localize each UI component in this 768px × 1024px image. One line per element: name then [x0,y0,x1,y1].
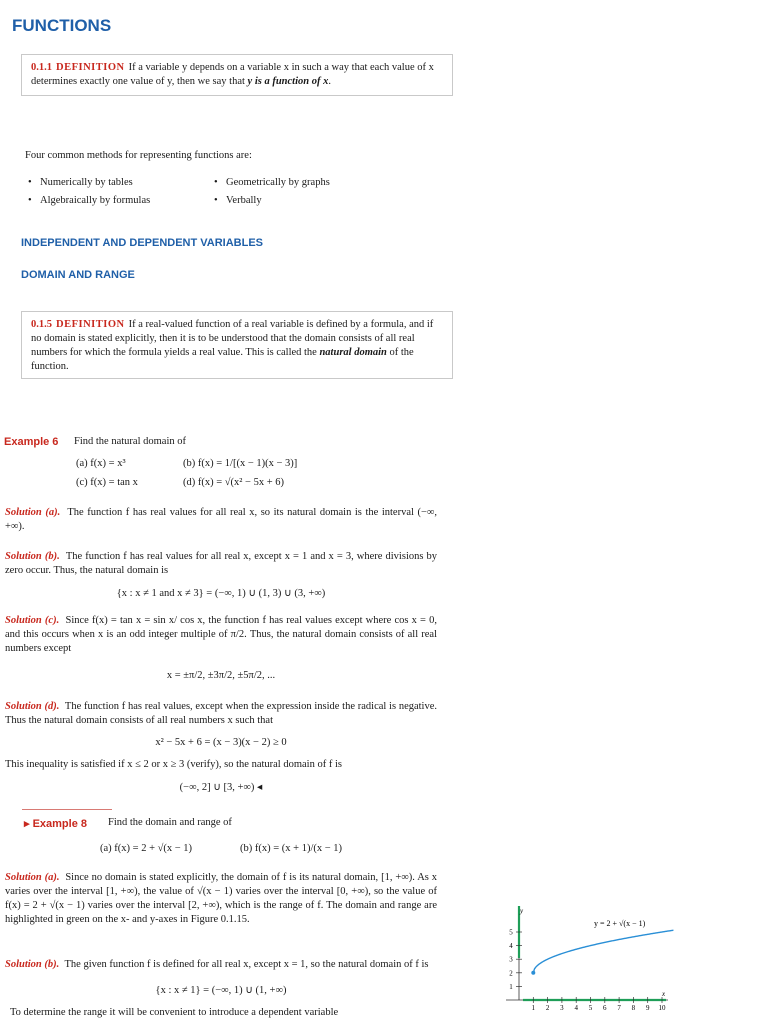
example-6-prompt: Find the natural domain of [74,436,186,447]
solution-text: The given function f is defined for all real x, except x = 1, so the natural domain of f is [64,959,429,970]
solution-6c-equation: x = ±π/2, ±3π/2, ±5π/2, ... [166,670,276,681]
definition-end: . [328,76,331,87]
solution-label: Solution (d). [5,701,60,712]
definition-box-015 [21,311,453,379]
definition-box-011 [21,54,453,96]
example-6-part-a: (a) f(x) = x³ [76,458,126,469]
solution-6a [5,506,437,534]
solution-6c [5,614,437,656]
x-axis-label: x [662,990,666,998]
y-tick-label: 4 [509,942,513,951]
example-8-label-text: Example 8 [32,818,87,830]
example-divider [22,809,112,810]
solution-6b-equation: {x : x ≠ 1 and x ≠ 3} = (−∞, 1) ∪ (1, 3) ∪ (3, +∞) [116,588,326,599]
y-tick-label: 1 [509,982,513,991]
x-tick-label: 2 [545,1004,550,1012]
solution-text: Since no domain is stated explicitly, the domain of f is its natural domain, [1, +∞). As x varies over the interval [1, +∞), the value of √(x − 1) varies over the interval [0, +∞), so the value of f(x) = 2 + √(x − 1) varies over the interval [2, +∞), which is the range of f. The domain and range are highlighted in green on the x- and y-axes in Figure 0.1.15. [5,872,438,925]
solution-6d-equation: x² − 5x + 6 = (x − 3)(x − 2) ≥ 0 [155,737,287,748]
definition-label: DEFINITION [56,319,125,330]
y-tick-label: 3 [509,955,513,964]
solution-6d-result: (−∞, 2] ∪ [3, +∞) ◂ [179,782,263,793]
solution-6d [5,700,437,728]
x-tick-label: 7 [617,1004,621,1012]
solution-6b [5,550,437,578]
curve-start-point [531,971,535,975]
solution-text: The function f has real values, except when the expression inside the radical is negative. Thus the natural domain consists of all real numbers x such that [5,701,438,726]
solution-label: Solution (b). [5,551,60,562]
x-tick-label: 3 [560,1004,564,1012]
solution-8b-equation: {x : x ≠ 1} = (−∞, 1) ∪ (1, +∞) [155,985,287,996]
solution-text: The function f has real values for all real x, except x = 1 and x = 3, where divisions by zero occur. Thus, the natural domain is [5,551,438,576]
section-title: FUNCTIONS [12,16,112,35]
definition-number: 0.1.5 [31,319,52,330]
y-tick-label: 5 [509,928,513,937]
example-6-part-d: (d) f(x) = √(x² − 5x + 6) [183,477,285,488]
example-8-part-b: (b) f(x) = (x + 1)/(x − 1) [240,843,343,854]
function-curve [533,930,673,973]
x-tick-label: 8 [631,1004,636,1012]
definition-end: of the function. [31,347,414,372]
solution-8a [5,871,437,927]
list-item: • Algebraically by formulas [26,192,206,210]
x-tick-label: 10 [658,1004,666,1012]
heading-independent-dependent: INDEPENDENT AND DEPENDENT VARIABLES [21,237,264,249]
definition-emphasis: natural domain [319,347,387,358]
solution-8b [5,958,437,972]
methods-list-right [212,174,412,210]
list-item: • Geometrically by graphs [212,174,412,192]
definition-emphasis: y is a function of x [247,76,329,87]
heading-domain-range: DOMAIN AND RANGE [21,269,135,281]
definition-number: 0.1.1 [31,62,52,73]
example-6-label: Example 6 [4,436,59,448]
solution-6d-tail: This inequality is satisfied if x ≤ 2 or x ≥ 3 (verify), so the natural domain of f is [5,759,342,770]
x-tick-label: 4 [574,1004,578,1012]
example-6-part-c: (c) f(x) = tan x [76,477,138,488]
definition-text: If a real-valued function of a real variable is defined by a formula, and if no domain is stated explicitly, then it is to be understood that the domain consists of all real numbers for which the formula yields a real value. This is called the [31,319,434,358]
x-tick-label: 6 [603,1004,607,1012]
example-8-prompt: Find the domain and range of [108,817,232,828]
example-8-label: ▸ Example 8 [24,818,87,830]
y-tick-label: 2 [509,969,513,978]
y-axis-label: y [520,907,524,915]
solution-text: Since f(x) = tan x = sin x/ cos x, the function f has real values except where cos x = 0, and this occurs when x is an odd integer multiple of π/2. Thus, the natural domain consists of all real numbers except [5,615,437,654]
methods-intro: Four common methods for representing functions are: [25,150,252,161]
solution-8b-tail: To determine the range it will be convenient to introduce a dependent variable [10,1007,339,1018]
methods-list-left [26,174,206,210]
figure-graph [490,902,676,1020]
list-item: • Numerically by tables [26,174,206,192]
example-6-part-b: (b) f(x) = 1/[(x − 1)(x − 3)] [183,458,298,469]
solution-text: The function f has real values for all real x, so its natural domain is the interval (−∞, +∞). [5,507,438,532]
definition-label: DEFINITION [56,62,125,73]
solution-label: Solution (a). [5,507,61,518]
definition-text: If a variable y depends on a variable x in such a way that each value of x determines exactly one value of y, then we say that [31,62,434,87]
x-tick-label: 5 [588,1004,593,1012]
example-8-part-a: (a) f(x) = 2 + √(x − 1) [100,843,193,854]
solution-label: Solution (a). [5,872,60,883]
curve-label: y = 2 + √(x − 1) [594,919,646,928]
solution-label: Solution (c). [5,615,60,626]
x-tick-label: 9 [645,1004,650,1012]
list-item: • Verbally [212,192,412,210]
x-tick-label: 1 [531,1004,536,1012]
solution-label: Solution (b). [5,959,60,970]
